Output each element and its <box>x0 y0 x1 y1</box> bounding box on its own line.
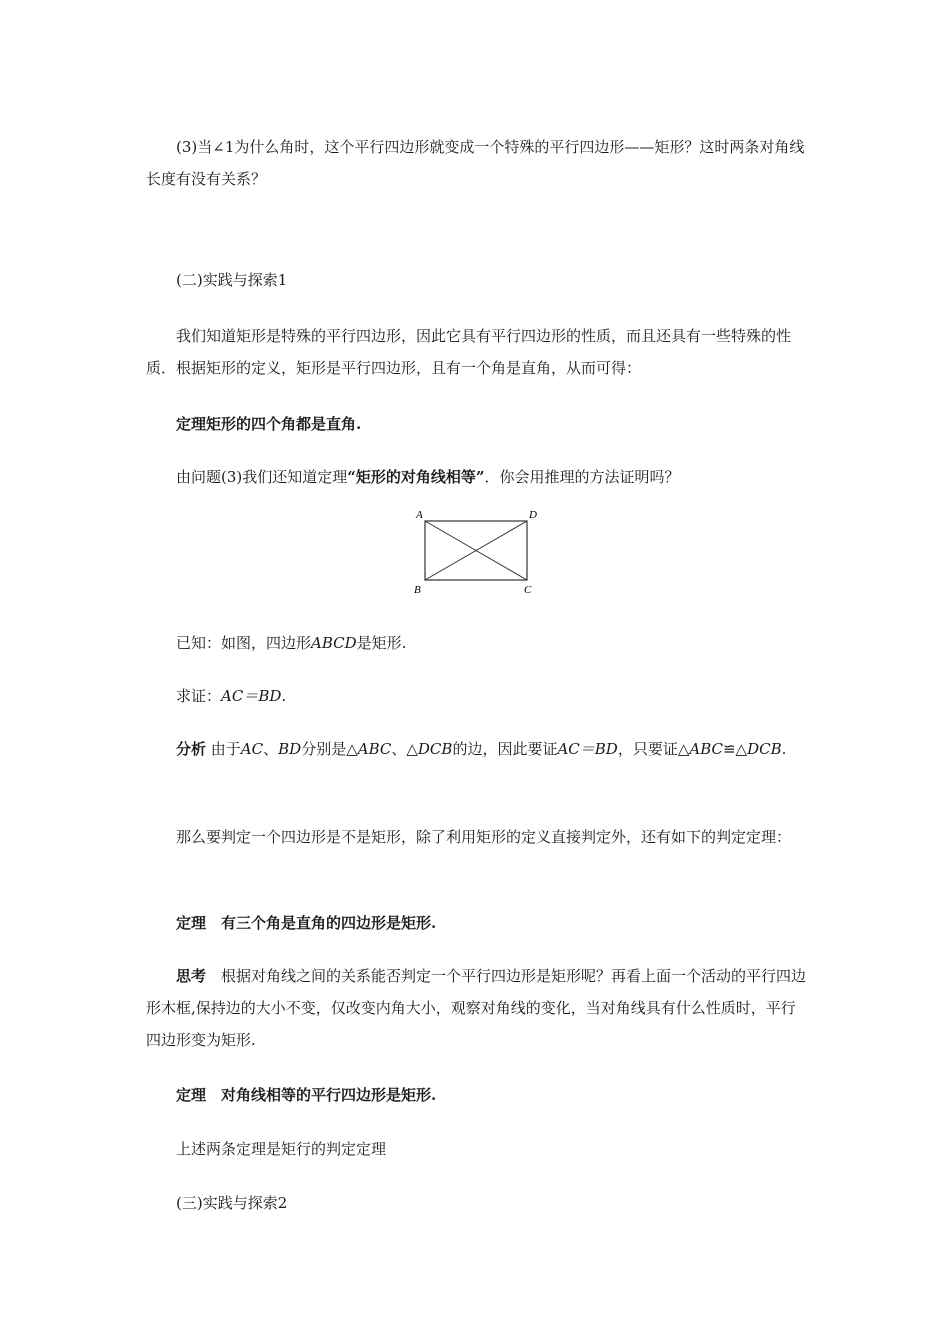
vertex-label-c: C <box>524 584 532 596</box>
segment-bd: BD <box>278 740 302 758</box>
analysis-t2: 分别是△ <box>301 740 358 758</box>
triangle-dcb: DCB <box>417 740 453 758</box>
think-paragraph <box>146 960 808 1056</box>
equality-ac-bd: AC＝BD <box>557 740 618 758</box>
analysis-sep: 、 <box>263 740 279 758</box>
analysis-t3: 、△ <box>391 740 418 758</box>
proof-question <box>146 461 808 493</box>
summary-line <box>146 1133 808 1165</box>
question-3-text: (3)当∠1为什么角时，这个平行四边形就变成一个特殊的平行四边形——矩形？这时两条对角线长度有没有关系？ <box>146 138 805 188</box>
theorem-2 <box>146 907 808 939</box>
given-end: 是矩形. <box>356 634 407 652</box>
question-3 <box>146 131 808 195</box>
prove-end: . <box>281 687 287 705</box>
prove-statement <box>146 680 808 712</box>
section-2-title-text: (二)实践与探索1 <box>176 271 288 289</box>
vertex-label-d: D <box>529 509 537 521</box>
vertex-label-b: B <box>414 584 421 596</box>
judge-text: 那么要判定一个四边形是不是矩形，除了利用矩形的定义直接判定外，还有如下的判定定理： <box>176 828 792 846</box>
triangle-dcb-2: DCB <box>747 740 782 758</box>
triangle-abc-2: ABC <box>689 740 723 758</box>
triangle-abc: ABC <box>357 740 392 758</box>
given-statement <box>146 627 808 659</box>
quadrilateral-name: ABCD <box>311 634 357 652</box>
analysis-t1: 由于 <box>206 740 241 758</box>
question-after: ．你会用推理的方法证明吗？ <box>484 468 680 486</box>
segment-ac: AC <box>240 740 264 758</box>
given-text: 已知：如图，四边形 <box>176 634 312 652</box>
theorem-2-text: 定理 有三个角是直角的四边形是矩形. <box>176 914 437 932</box>
congruence-symbol: ≌△ <box>722 740 748 758</box>
analysis-paragraph <box>146 733 808 765</box>
theorem-1 <box>146 408 808 440</box>
intro-text: 我们知道矩形是特殊的平行四边形，因此它具有平行四边形的性质，而且还具有一些特殊的性质．根据矩形的定义，矩形是平行四边形，且有一个角是直角，从而可得： <box>146 327 792 377</box>
think-text: 根据对角线之间的关系能否判定一个平行四边形是矩形呢？再看上面一个活动的平行四边形木框,保持边的大小不变，仅改变内角大小，观察对角线的变化，当对角线具有什么性质时，平行四边形变为矩形. <box>146 967 807 1049</box>
question-before: 由问题(3)我们还知道定理 <box>176 468 348 486</box>
summary-text: 上述两条定理是矩行的判定定理 <box>176 1140 387 1158</box>
theorem-3-text: 定理 对角线相等的平行四边形是矩形. <box>176 1086 437 1104</box>
prove-text: 求证： <box>176 687 222 705</box>
analysis-t4: 的边，因此要证 <box>452 740 558 758</box>
intro-paragraph <box>146 320 808 384</box>
theorem-3 <box>146 1079 808 1111</box>
think-label: 思考 <box>176 967 207 985</box>
analysis-label: 分析 <box>176 740 207 758</box>
theorem-quote: “矩形的对角线相等” <box>347 468 485 486</box>
vertex-label-a: A <box>416 509 423 521</box>
section-3-title <box>146 1187 808 1219</box>
analysis-t5: ，只要证△ <box>617 740 690 758</box>
prove-expression: AC＝BD <box>221 687 282 705</box>
theorem-1-text: 定理矩形的四个角都是直角. <box>176 415 362 433</box>
section-3-title-text: (三)实践与探索2 <box>176 1194 288 1212</box>
section-2-title <box>146 264 808 296</box>
analysis-t6: . <box>781 740 787 758</box>
rectangle-figure <box>405 503 545 598</box>
judge-paragraph <box>146 821 808 853</box>
